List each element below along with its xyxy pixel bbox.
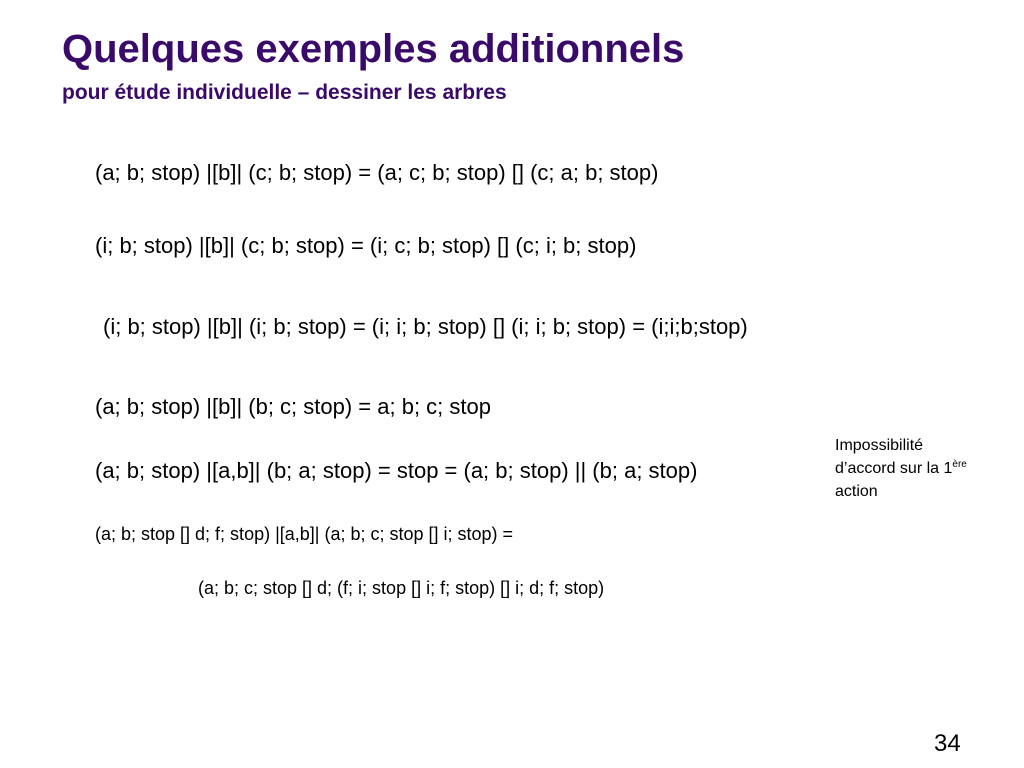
equation-7-continuation: (a; b; c; stop [] d; (f; i; stop [] i; f; stop) [] i; d; f; stop) xyxy=(198,578,605,598)
equation-3: (i; b; stop) |[b]| (i; b; stop) = (i; i; b; stop) [] (i; i; b; stop) = (i;i;b;stop) xyxy=(103,314,748,339)
side-note xyxy=(835,434,1015,503)
side-note-line-2-text: d’accord sur la 1 xyxy=(835,460,953,477)
side-note-line-1: Impossibilité xyxy=(835,437,924,454)
page-number: 34 xyxy=(934,730,961,757)
side-note-line-3: action xyxy=(835,483,878,500)
slide-subtitle: pour étude individuelle – dessiner les arbres xyxy=(62,81,507,104)
side-note-superscript: ère xyxy=(952,459,967,470)
equation-6: (a; b; stop [] d; f; stop) |[a,b]| (a; b; c; stop [] i; stop) = xyxy=(95,524,514,544)
equation-4: (a; b; stop) |[b]| (b; c; stop) = a; b; c; stop xyxy=(95,394,491,419)
equation-1: (a; b; stop) |[b]| (c; b; stop) = (a; c; b; stop) [] (c; a; b; stop) xyxy=(95,160,659,185)
equation-5: (a; b; stop) |[a,b]| (b; a; stop) = stop = (a; b; stop) || (b; a; stop) xyxy=(95,458,698,483)
equation-2: (i; b; stop) |[b]| (c; b; stop) = (i; c; b; stop) [] (c; i; b; stop) xyxy=(95,233,637,258)
slide-title: Quelques exemples additionnels xyxy=(62,27,685,71)
side-note-line-2 xyxy=(835,457,1015,480)
